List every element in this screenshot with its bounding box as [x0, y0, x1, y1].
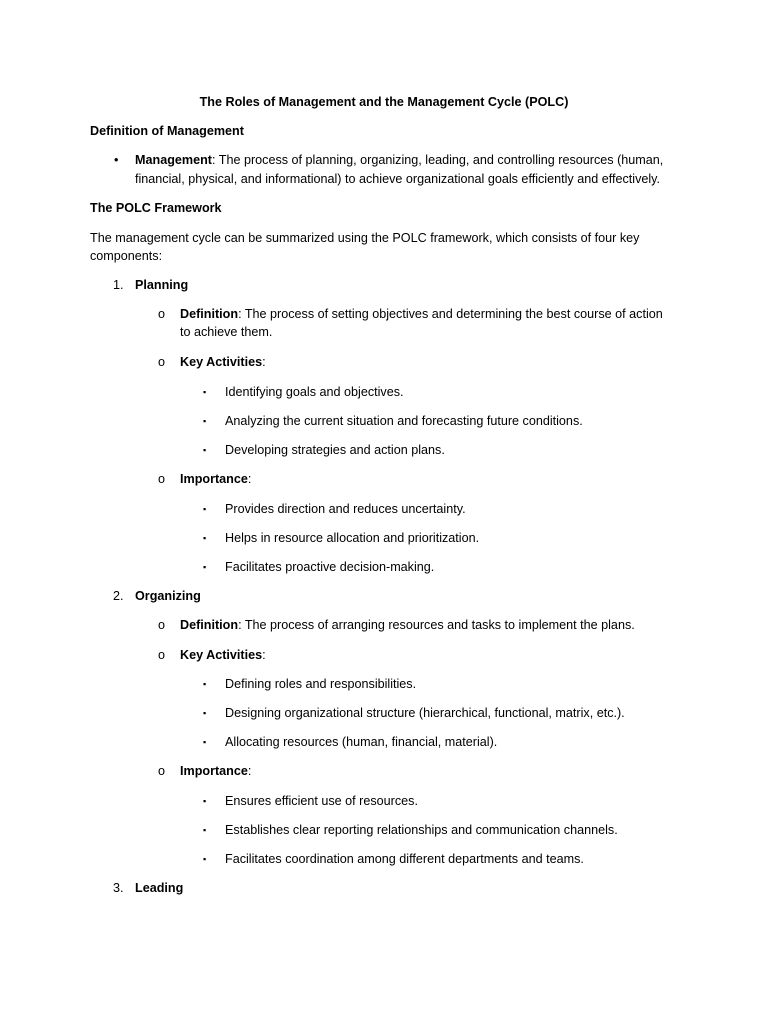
sub-bullet-marker: o	[158, 307, 166, 321]
polc-heading: The POLC Framework	[90, 201, 222, 215]
square-bullet-marker: ▪	[203, 445, 207, 455]
leading-heading: Leading	[135, 881, 184, 895]
square-bullet-marker: ▪	[203, 679, 207, 689]
list-number-leading: 3.	[113, 881, 124, 895]
organizing-definition: Definition: The process of arranging resources and tasks to implement the plans.	[180, 618, 635, 632]
planning-importance-item: Provides direction and reduces uncertainty.	[225, 502, 466, 516]
intro-line-2: components:	[90, 249, 163, 263]
square-bullet-marker: ▪	[203, 504, 207, 514]
planning-key-activities-label: Key Activities:	[180, 355, 266, 369]
planning-heading: Planning	[135, 278, 189, 292]
list-number-planning: 1.	[113, 278, 124, 292]
organizing-key-activities-label: Key Activities:	[180, 648, 266, 662]
organizing-activity-item: Defining roles and responsibilities.	[225, 677, 417, 691]
document-title: The Roles of Management and the Management Cycle (POLC)	[199, 95, 569, 109]
square-bullet-marker: ▪	[203, 416, 207, 426]
square-bullet-marker: ▪	[203, 533, 207, 543]
sub-bullet-marker: o	[158, 648, 166, 662]
planning-activity-item: Analyzing the current situation and forecasting future conditions.	[225, 414, 583, 428]
organizing-heading: Organizing	[135, 589, 201, 603]
definition-heading: Definition of Management	[90, 124, 244, 138]
organizing-activity-item: Designing organizational structure (hierarchical, functional, matrix, etc.).	[225, 706, 625, 720]
square-bullet-marker: ▪	[203, 737, 207, 747]
planning-importance-label: Importance:	[180, 472, 252, 486]
management-definition-line-2: financial, physical, and informational) to achieve organizational goals efficiently and effectively.	[135, 172, 661, 186]
organizing-activity-item: Allocating resources (human, financial, material).	[225, 735, 498, 749]
planning-activity-item: Developing strategies and action plans.	[225, 443, 445, 457]
organizing-importance-item: Facilitates coordination among different departments and teams.	[225, 852, 584, 866]
square-bullet-marker: ▪	[203, 708, 207, 718]
planning-definition-line-2: to achieve them.	[180, 325, 273, 339]
organizing-importance-item: Ensures efficient use of resources.	[225, 794, 418, 808]
planning-definition-line-1: Definition: The process of setting objectives and determining the best course of action	[180, 307, 663, 321]
bullet-marker: •	[114, 153, 119, 167]
sub-bullet-marker: o	[158, 472, 166, 486]
list-number-organizing: 2.	[113, 589, 124, 603]
square-bullet-marker: ▪	[203, 796, 207, 806]
intro-line-1: The management cycle can be summarized using the POLC framework, which consists of four key	[90, 231, 640, 245]
planning-importance-item: Helps in resource allocation and prioritization.	[225, 531, 480, 545]
sub-bullet-marker: o	[158, 618, 166, 632]
management-term: Management	[135, 153, 212, 167]
organizing-importance-item: Establishes clear reporting relationships and communication channels.	[225, 823, 618, 837]
organizing-importance-label: Importance:	[180, 764, 252, 778]
square-bullet-marker: ▪	[203, 854, 207, 864]
square-bullet-marker: ▪	[203, 387, 207, 397]
square-bullet-marker: ▪	[203, 562, 207, 572]
square-bullet-marker: ▪	[203, 825, 207, 835]
sub-bullet-marker: o	[158, 764, 166, 778]
management-definition-line-1: Management: The process of planning, organizing, leading, and controlling resources (human,	[135, 153, 664, 167]
planning-activity-item: Identifying goals and objectives.	[225, 385, 404, 399]
sub-bullet-marker: o	[158, 355, 166, 369]
planning-importance-item: Facilitates proactive decision-making.	[225, 560, 435, 574]
